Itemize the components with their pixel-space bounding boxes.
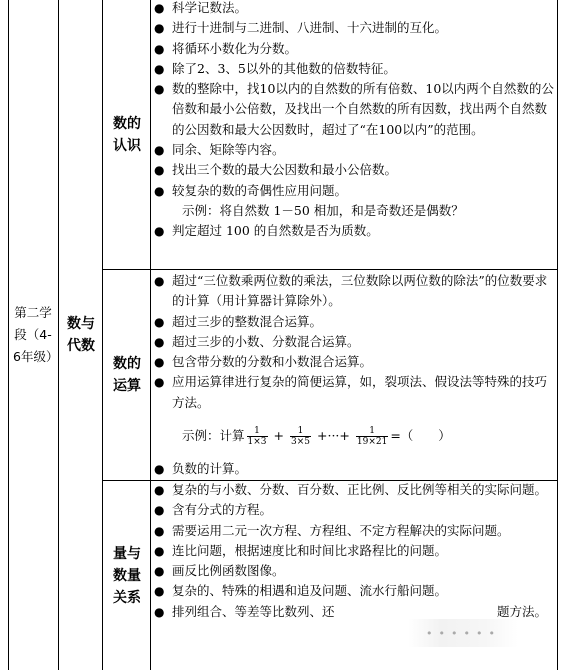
example-text: 示例：将自然数 1－50 相加，和是奇数还是偶数？ bbox=[182, 202, 464, 218]
row-divider-1 bbox=[103, 269, 558, 270]
bullet-icon: ● bbox=[154, 183, 165, 198]
bullet-icon: ● bbox=[154, 503, 165, 518]
list-item: ● 将循环小数化为分数。 bbox=[154, 39, 556, 59]
example-formula bbox=[154, 415, 556, 457]
list-item: ● 超过三步的小数、分数混合运算。 bbox=[154, 332, 556, 352]
list-item: ● 数的整除中，找10以内的自然数的所有倍数、10以内两个自然数的公倍数和最小公倍数，及找出一个自然数的所有因数，找出两个自然数的公因数和最大公因数时，超过了“在100以内”的范围。 bbox=[154, 81, 554, 137]
fraction-2: $\frac{1}{3\times 5}$ bbox=[291, 425, 310, 447]
list-item: ● 进行十进制与二进制、八进制、十六进制的互化。 bbox=[154, 18, 556, 38]
formula-dots: +···+ bbox=[317, 427, 350, 443]
list-item: ● 需要运用二元一次方程、方程组、不定方程解决的实际问题。 bbox=[154, 521, 556, 541]
list-item: ● 超过三步的整数混合运算。 bbox=[154, 312, 556, 332]
bullet-icon: ● bbox=[154, 143, 165, 158]
list-item: ● 负数的计算。 bbox=[154, 459, 556, 479]
bullet-icon: ● bbox=[154, 274, 165, 288]
bullet-icon: ● bbox=[154, 61, 165, 76]
list-item: ● 除了2、3、5以外的其他数的倍数特征。 bbox=[154, 59, 556, 79]
topic-label-number-recognition bbox=[104, 0, 150, 269]
stage-label bbox=[8, 0, 58, 670]
list-item: ● 应用运算律进行复杂的简便运算，如，裂项法、假设法等特殊的技巧方法。 bbox=[154, 374, 548, 410]
fraction-1: $\frac{1}{1\times 3}$ bbox=[247, 425, 267, 447]
topic-content-quantity-relations bbox=[154, 480, 556, 622]
bullet-icon: ● bbox=[154, 21, 165, 36]
formula-prefix: 示例：计算 bbox=[182, 427, 245, 443]
bullet-icon: ● bbox=[154, 483, 165, 497]
list-item: ● 找出三个数的最大公因数和最小公倍数。 bbox=[154, 160, 556, 180]
list-item: ● 排列组合、等差等比数列、还 题方法。 bbox=[154, 602, 556, 622]
column-divider-stage bbox=[58, 0, 59, 670]
fraction-3: $\frac{1}{19\times 21}$ bbox=[356, 425, 388, 447]
bullet-icon: ● bbox=[154, 334, 165, 349]
list-item: ● 连比问题，根据速度比和时间比求路程比的问题。 bbox=[154, 541, 556, 561]
bullet-icon: ● bbox=[154, 375, 165, 390]
list-item: ● 复杂的、特殊的相遇和追及问题、流水行船问题。 bbox=[154, 581, 556, 601]
stage-text: 第二学段（4-6年级） bbox=[13, 305, 59, 364]
bullet-icon: ● bbox=[154, 355, 165, 370]
topic-label-number-operations bbox=[104, 270, 150, 480]
column-divider-domain bbox=[102, 0, 103, 670]
bullet-icon: ● bbox=[154, 564, 165, 579]
bullet-icon: ● bbox=[154, 163, 165, 178]
bullet-icon: ● bbox=[154, 462, 165, 477]
topic-text: 数的运算 bbox=[113, 356, 141, 394]
column-divider-topic bbox=[150, 0, 151, 670]
topic-text: 数的认识 bbox=[113, 115, 141, 154]
bullet-icon: ● bbox=[154, 41, 165, 56]
list-item: ● 同余、矩除等内容。 bbox=[154, 140, 556, 160]
topic-content-number-operations bbox=[154, 271, 556, 479]
bullet-icon: ● bbox=[154, 543, 165, 558]
bullet-icon: ● bbox=[154, 584, 165, 599]
list-item: ● 判定超过 100 的自然数是否为质数。 bbox=[154, 221, 556, 241]
domain-label bbox=[60, 0, 102, 670]
list-item: ● 科学记数法。 bbox=[154, 0, 556, 18]
topic-label-quantity-relations bbox=[104, 481, 150, 670]
table-border-right bbox=[557, 0, 558, 670]
list-item: ● 复杂的与小数、分数、百分数、正比例、反比例等相关的实际问题。 bbox=[154, 480, 556, 500]
watermark-overlay: •••••• bbox=[408, 619, 518, 647]
bullet-icon: ● bbox=[154, 523, 165, 538]
bullet-icon: ● bbox=[154, 224, 165, 239]
topic-content-number-recognition bbox=[154, 0, 556, 242]
bullet-icon: ● bbox=[154, 604, 165, 619]
list-item: ● 超过“三位数乘两位数的乘法，三位数除以两位数的除法”的位数要求的计算（用计算器计算除外）。 bbox=[154, 273, 548, 309]
formula-plus: + bbox=[273, 427, 284, 443]
topic-text: 量与数量关系 bbox=[113, 545, 141, 606]
list-item: ● 较复杂的数的奇偶性应用问题。 bbox=[154, 181, 556, 201]
bullet-icon: ● bbox=[154, 314, 165, 329]
list-item: ● 画反比例函数图像。 bbox=[154, 561, 556, 581]
list-item: ● 包含带分数的分数和小数混合运算。 bbox=[154, 352, 556, 372]
bullet-icon: ● bbox=[154, 82, 165, 97]
list-item: ● 含有分式的方程。 bbox=[154, 500, 556, 520]
bullet-icon: ● bbox=[154, 1, 165, 15]
domain-text: 数与代数 bbox=[67, 316, 95, 354]
formula-suffix: =（ ） bbox=[390, 427, 451, 443]
